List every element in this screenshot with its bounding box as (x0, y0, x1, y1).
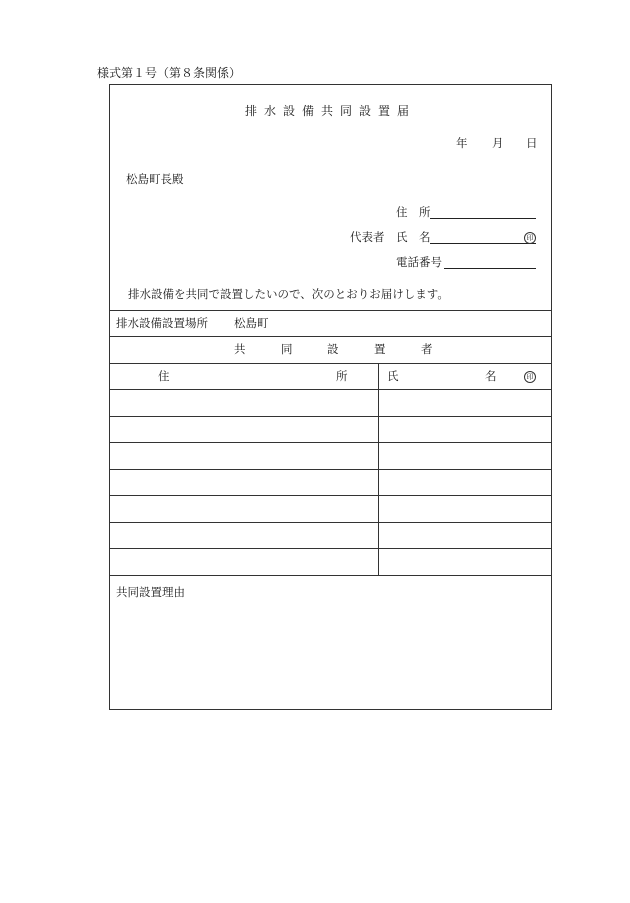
addressee: 松島町長殿 (126, 172, 184, 186)
col-address-header-char: 所 (336, 369, 348, 383)
divider (110, 336, 551, 337)
applicant-address-label: 住 所 (396, 205, 431, 219)
date-day-label: 日 (526, 136, 538, 150)
phone-label: 電話番号 (396, 255, 442, 269)
table-row-divider (110, 416, 551, 417)
applicant-name-label: 氏 名 (396, 230, 431, 244)
form-number-label: 様式第１号（第８条関係） (97, 66, 242, 80)
location-value: 松島町 (234, 316, 269, 330)
table-bottom-divider (110, 575, 551, 576)
applicant-seal-icon: 印 (524, 232, 536, 244)
divider (110, 310, 551, 311)
table-row-divider (110, 442, 551, 443)
column-divider (378, 363, 379, 575)
applicant-name-field[interactable] (430, 243, 536, 244)
col-name-header-char: 氏 (387, 369, 399, 383)
location-label: 排水設備設置場所 (116, 316, 208, 330)
applicant-address-field[interactable] (430, 218, 536, 219)
co-installer-seal-icon: 印 (524, 371, 536, 383)
representative-label: 代表者 (350, 230, 385, 244)
co-installers-heading-char: 共 (234, 342, 246, 356)
table-row-divider (110, 522, 551, 523)
phone-field[interactable] (444, 268, 536, 269)
co-installers-heading-char: 設 (327, 342, 339, 356)
co-installers-heading-char: 者 (421, 342, 433, 356)
co-installers-heading-char: 同 (281, 342, 293, 356)
table-row-divider (110, 495, 551, 496)
date-month-label: 月 (492, 136, 504, 150)
reason-label: 共同設置理由 (116, 585, 185, 599)
table-row-divider (110, 389, 551, 390)
co-installers-heading-char: 置 (374, 342, 386, 356)
table-row-divider (110, 548, 551, 549)
form-title: 排水設備共同設置届 (244, 104, 416, 118)
divider (110, 363, 551, 364)
col-address-header-char: 住 (158, 369, 170, 383)
date-year-label: 年 (456, 136, 468, 150)
col-name-header-char: 名 (485, 369, 497, 383)
table-row-divider (110, 469, 551, 470)
statement-text: 排水設備を共同で設置したいので、次のとおりお届けします。 (128, 287, 449, 301)
notification-form (109, 84, 552, 710)
